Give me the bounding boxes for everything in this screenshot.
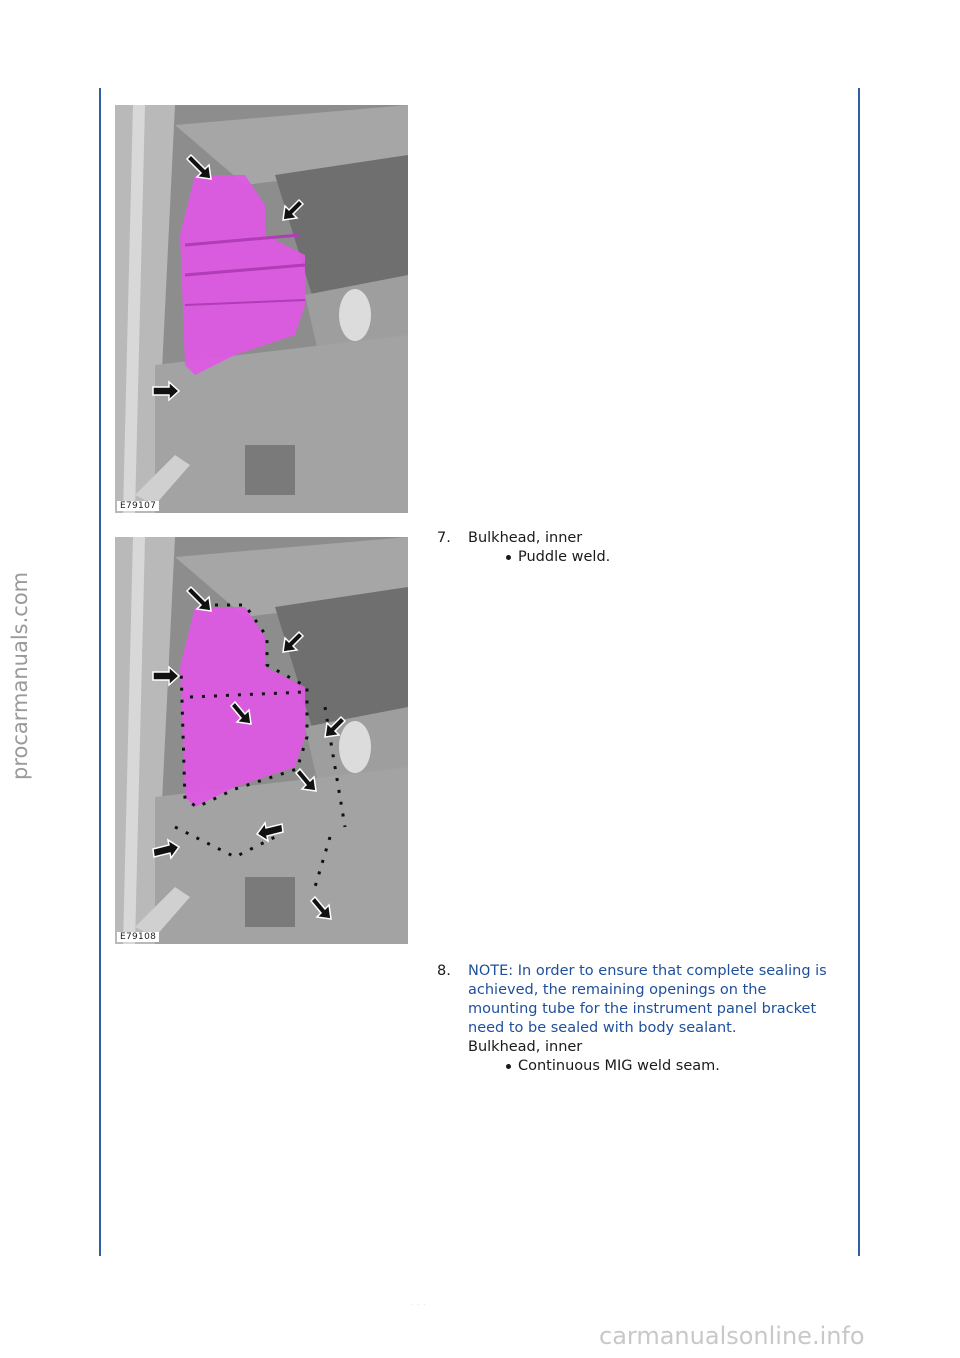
bottom-watermark: carmanualsonline.info: [599, 1322, 865, 1350]
step-bullet: Puddle weld.: [468, 548, 838, 567]
step-number: 8.: [437, 963, 451, 979]
figure-bulkhead-panel: [115, 105, 408, 513]
step-title: Bulkhead, inner: [468, 1039, 583, 1055]
left-margin-rule: [99, 88, 101, 1256]
step-bullet: Continuous MIG weld seam.: [468, 1057, 838, 1076]
figure-label: E79108: [117, 932, 159, 942]
bulkhead-illustration: [115, 105, 408, 513]
figure-weld-seam: [115, 537, 408, 944]
step-title: Bulkhead, inner: [468, 530, 583, 546]
side-watermark: procarmanuals.com: [8, 571, 32, 780]
figure-label: E79107: [117, 501, 159, 511]
right-margin-rule: [858, 88, 860, 1256]
step-note: NOTE: In order to ensure that complete sealing is achieved, the remaining openings on the mounting tube for the instrument panel bracket need to be sealed with body sealant.: [468, 963, 827, 1036]
weld-seam-illustration: [115, 537, 408, 944]
page-number: · · ·: [410, 1300, 426, 1311]
step-number: 7.: [437, 530, 451, 546]
